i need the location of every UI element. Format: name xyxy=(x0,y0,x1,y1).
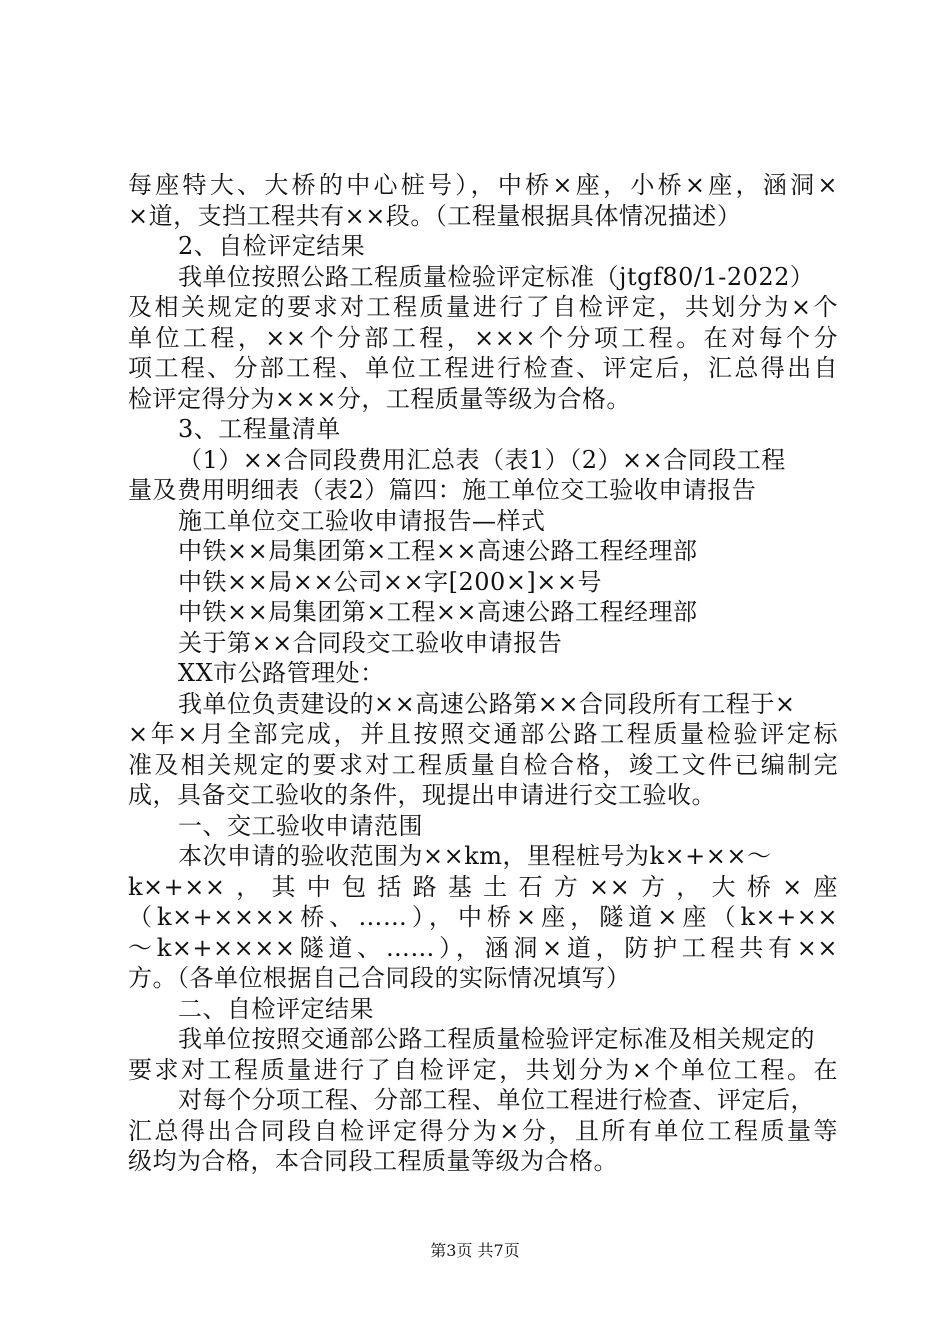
text-line: 本次申请的验收范围为××km，里程桩号为k×+××～ xyxy=(178,842,772,870)
text-line: 单位工程，××个分部工程，×××个分项工程。在对每个分 xyxy=(128,323,838,352)
text-line: ×年×月全部完成，并且按照交通部公路工程质量检验评定标 xyxy=(128,720,838,748)
text-line: 及相关规定的要求对工程质量进行了自检评定，共划分为×个 xyxy=(128,293,838,321)
text-line: 检评定得分为×××分，工程质量等级为合格。 xyxy=(128,384,631,413)
text-line: ～k×+××××隧道、……），涵洞×道，防护工程共有×× xyxy=(128,933,838,962)
text-line: 汇总得出合同段自检评定得分为×分，且所有单位工程质量等 xyxy=(128,1116,838,1145)
section-heading: 3、工程量清单 xyxy=(178,415,341,443)
section-heading: 2、自检评定结果 xyxy=(178,232,366,260)
text-line: 方。（各单位根据自己合同段的实际情况填写） xyxy=(128,964,631,992)
page-number: 第3页 共7页 xyxy=(430,1241,520,1260)
text-line: 准及相关规定的要求对工程质量自检合格，竣工文件已编制完 xyxy=(128,750,838,779)
text-line: （k×+××××桥、……），中桥×座，隧道×座（k×+×× xyxy=(128,903,838,931)
document-body xyxy=(128,170,838,1177)
text-line: 每座特大、大桥的中心桩号），中桥×座，小桥×座，涵洞× xyxy=(128,171,838,199)
addressee: XX市公路管理处： xyxy=(178,659,385,687)
text-line: 要求对工程质量进行了自检评定，共划分为×个单位工程。在 xyxy=(128,1055,838,1084)
text-line: k×+××，其中包括路基土石方××方，大桥×座 xyxy=(128,872,838,901)
report-title: 关于第××合同段交工验收申请报告 xyxy=(178,628,563,657)
text-line: ×道，支挡工程共有××段。（工程量根据具体情况描述） xyxy=(128,201,742,230)
document-title: 施工单位交工验收申请报告—样式 xyxy=(178,506,546,535)
text-line: 我单位按照交通部公路工程质量检验评定标准及相关规定的 xyxy=(178,1025,815,1053)
text-line: 量及费用明细表（表2）篇四：施工单位交工验收申请报告 xyxy=(128,476,757,504)
text-line: 中铁××局集团第×工程××高速公路工程经理部 xyxy=(178,537,698,565)
page-footer xyxy=(0,1241,950,1261)
text-line: 中铁××局集团第×工程××高速公路工程经理部 xyxy=(178,598,698,626)
document-number: 中铁××局××公司××字[200×]××号 xyxy=(178,567,603,596)
text-line: 项工程、分部工程、单位工程进行检查、评定后，汇总得出自 xyxy=(128,354,838,382)
text-line: （1）××合同段费用汇总表（表1）（2）××合同段工程 xyxy=(178,445,786,474)
section-heading: 二、自检评定结果 xyxy=(178,994,374,1023)
text-line: 对每个分项工程、分部工程、单位工程进行检查、评定后， xyxy=(178,1086,815,1114)
text-line: 级均为合格，本合同段工程质量等级为合格。 xyxy=(128,1147,618,1175)
section-heading: 一、交工验收申请范围 xyxy=(178,811,423,840)
text-line: 我单位按照公路工程质量检验评定标准（jtgf80/1-2022） xyxy=(178,262,815,291)
text-line: 成，具备交工验收的条件，现提出申请进行交工验收。 xyxy=(128,781,716,809)
text-line: 我单位负责建设的××高速公路第××合同段所有工程于× xyxy=(178,689,796,718)
